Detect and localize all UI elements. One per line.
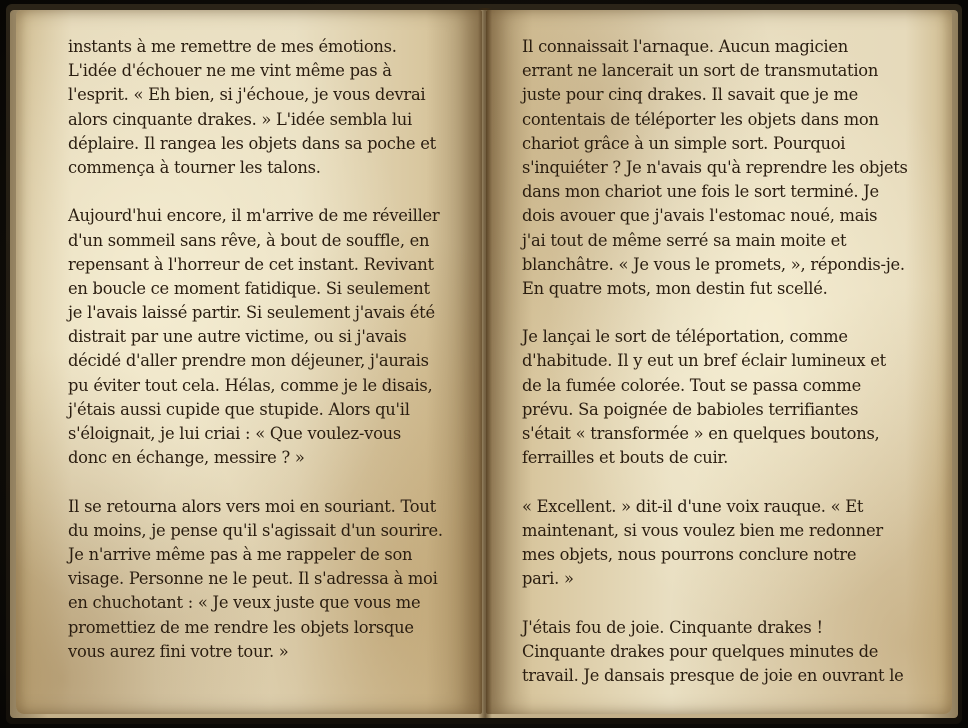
paragraph-gap xyxy=(522,301,908,325)
text-line: dois avouer que j'avais l'estomac noué, mais xyxy=(522,206,878,226)
text-line: mes objets, nous pourrons conclure notre xyxy=(522,544,857,564)
text-line: Je lançai le sort de téléportation, comme xyxy=(522,327,848,347)
text-line: chariot grâce à un simple sort. Pourquoi xyxy=(522,133,846,153)
paragraph-gap xyxy=(68,180,443,204)
text-line: d'un sommeil sans rêve, à bout de souffle, en xyxy=(68,230,430,250)
text-line: en boucle ce moment fatidique. Si seulement xyxy=(68,278,430,298)
paragraph-gap xyxy=(522,470,908,494)
text-line: l'esprit. « Eh bien, si j'échoue, je vous devrai xyxy=(68,85,426,105)
text-line: pari. » xyxy=(522,569,574,589)
text-line: distrait par une autre victime, ou si j'avais xyxy=(68,327,407,347)
text-line: s'était « transformée » en quelques boutons, xyxy=(522,424,880,443)
text-line: blanchâtre. « Je vous le promets, », répondis-je. xyxy=(522,254,905,274)
text-line: L'idée d'échouer ne me vint même pas à xyxy=(68,61,392,81)
text-line: maintenant, si vous voulez bien me redonner xyxy=(522,520,883,540)
text-line: dans mon chariot une fois le sort terminé. Je xyxy=(522,182,879,202)
text-line: J'étais fou de joie. Cinquante drakes ! xyxy=(522,617,823,637)
text-line: d'habitude. Il y eut un bref éclair lumineux et xyxy=(522,351,886,371)
text-line: j'étais aussi cupide que stupide. Alors qu'il xyxy=(68,399,410,419)
text-line: visage. Personne ne le peut. Il s'adressa à moi xyxy=(68,569,438,589)
text-line: juste pour cinq drakes. Il savait que je me xyxy=(522,85,859,105)
book-spine xyxy=(478,8,492,718)
text-line: donc en échange, messire ? » xyxy=(68,448,305,468)
text-line: Il connaissait l'arnaque. Aucun magicien xyxy=(522,37,848,56)
text-line: errant ne lancerait un sort de transmutation xyxy=(522,61,879,81)
text-line: travail. Je dansais presque de joie en ouvrant le xyxy=(522,665,904,685)
text-line: s'inquiéter ? Je n'avais qu'à reprendre les objets xyxy=(522,157,908,177)
left-page[interactable] xyxy=(16,10,482,714)
text-line: « Excellent. » dit-il d'une voix rauque. « Et xyxy=(522,496,864,516)
text-line: Aujourd'hui encore, il m'arrive de me réveiller xyxy=(68,206,440,226)
text-line: prévu. Sa poignée de babioles terrifiantes xyxy=(522,399,859,419)
text-line: ferrailles et bouts de cuir. xyxy=(522,448,729,468)
text-line: déplaire. Il rangea les objets dans sa poche et xyxy=(68,133,436,153)
text-line: décidé d'aller prendre mon déjeuner, j'aurais xyxy=(68,351,429,371)
text-line: j'ai tout de même serré sa main moite et xyxy=(522,230,847,250)
text-line: En quatre mots, mon destin fut scellé. xyxy=(522,278,828,298)
text-line: s'éloignait, je lui criai : « Que voulez-vous xyxy=(68,424,401,443)
paragraph-gap xyxy=(68,470,443,494)
text-line: en chuchotant : « Je veux juste que vous me xyxy=(68,593,421,613)
text-line: instants à me remettre de mes émotions. xyxy=(68,37,397,56)
right-page-text xyxy=(522,35,908,688)
text-line: pu éviter tout cela. Hélas, comme je le disais, xyxy=(68,375,433,395)
right-page[interactable] xyxy=(486,10,952,714)
text-line: vous aurez fini votre tour. » xyxy=(68,641,289,661)
text-line: du moins, je pense qu'il s'agissait d'un sourire. xyxy=(68,520,443,540)
text-line: promettiez de me rendre les objets lorsque xyxy=(68,617,414,637)
text-line: de la fumée colorée. Tout se passa comme xyxy=(522,375,861,395)
text-line: Je n'arrive même pas à me rappeler de son xyxy=(68,544,413,564)
text-line: alors cinquante drakes. » L'idée sembla lui xyxy=(68,109,413,129)
text-line: contentais de téléporter les objets dans mon xyxy=(522,109,879,129)
text-line: je l'avais laissé partir. Si seulement j'avais été xyxy=(68,303,435,323)
text-line: commença à tourner les talons. xyxy=(68,157,321,177)
text-line: Cinquante drakes pour quelques minutes de xyxy=(522,641,879,661)
paragraph-gap xyxy=(522,591,908,615)
text-line: repensant à l'horreur de cet instant. Revivant xyxy=(68,254,434,274)
text-line: Il se retourna alors vers moi en souriant. Tout xyxy=(68,496,436,516)
left-page-text xyxy=(68,35,443,664)
